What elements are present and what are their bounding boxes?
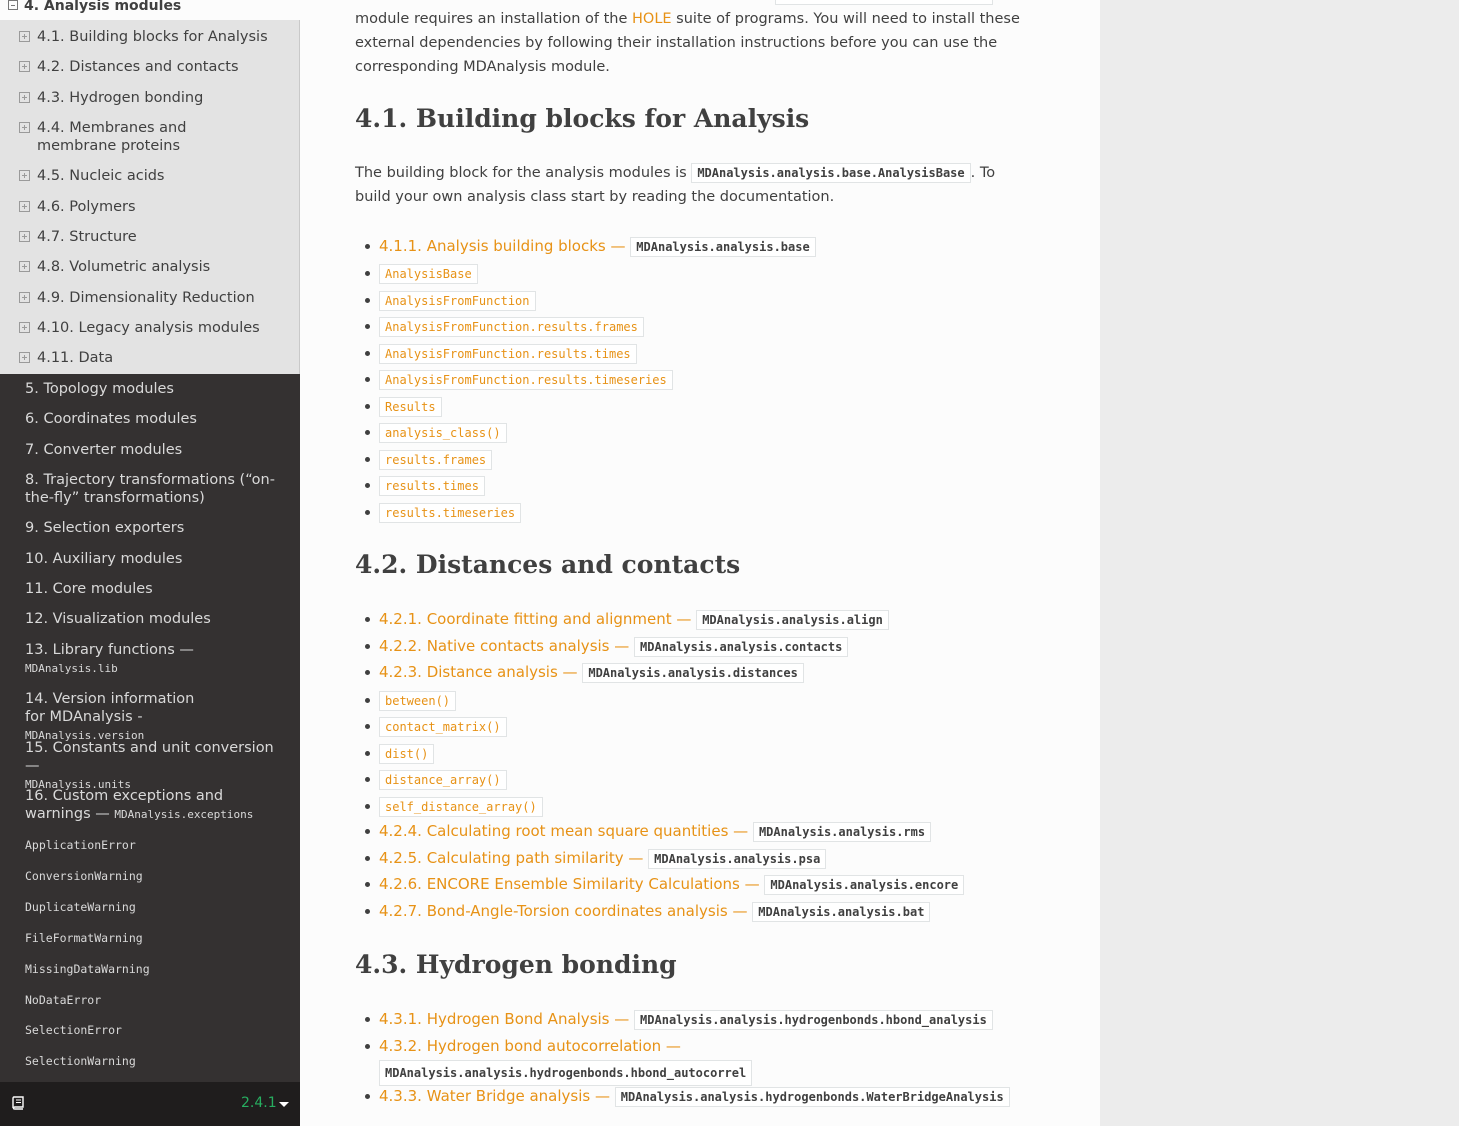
list-item[interactable]: 4.2.4. Calculating root mean square quantities — MDAnalysis.analysis.rms <box>379 821 931 842</box>
doc-link[interactable]: 4.2.4. Calculating root mean square quantities — <box>379 822 749 840</box>
sidebar-exception-item[interactable]: NoDataError <box>25 993 102 1007</box>
section-paragraph: The building block for the analysis modules is MDAnalysis.analysis.base.AnalysisBase . To build your own analysis class start by reading the documentation. <box>355 165 996 205</box>
collapse-icon[interactable] <box>8 0 18 10</box>
expand-icon[interactable] <box>19 170 30 181</box>
list-item[interactable]: contact_matrix() <box>379 716 507 737</box>
doc-link[interactable]: 4.2.3. Distance analysis — <box>379 663 578 681</box>
version-selector[interactable] <box>0 1082 300 1126</box>
list-item[interactable]: 4.2.2. Native contacts analysis — MDAnalysis.analysis.contacts <box>379 636 848 657</box>
sidebar-exception-item[interactable]: ApplicationError <box>25 838 136 852</box>
sidebar-item-topology[interactable]: 5. Topology modules <box>25 381 174 397</box>
list-item[interactable]: AnalysisFromFunction.results.times <box>379 343 637 364</box>
list-item[interactable]: results.frames <box>379 449 492 470</box>
expand-icon[interactable] <box>19 92 30 103</box>
sidebar-exception-item[interactable]: ConversionWarning <box>25 869 143 883</box>
section-title: 4.3. Hydrogen bonding <box>355 950 677 979</box>
expand-icon[interactable] <box>19 61 30 72</box>
sidebar-item-library-functions[interactable]: 13. Library functions — MDAnalysis.lib <box>25 642 194 675</box>
sidebar-item-auxiliary[interactable]: 10. Auxiliary modules <box>25 551 183 567</box>
list-item[interactable]: distance_array() <box>379 769 507 790</box>
sidebar-item-label: 4. Analysis modules <box>24 0 182 14</box>
sidebar-item-visualization[interactable]: 12. Visualization modules <box>25 611 211 627</box>
doc-link[interactable]: 4.2.5. Calculating path similarity — <box>379 849 644 867</box>
sidebar-exception-item[interactable]: SelectionWarning <box>25 1054 136 1068</box>
expand-icon[interactable] <box>19 31 30 42</box>
doc-link[interactable]: 4.2.2. Native contacts analysis — <box>379 637 630 655</box>
sidebar-item-core[interactable]: 11. Core modules <box>25 581 153 597</box>
section-title: 4.1. Building blocks for Analysis <box>355 104 810 133</box>
intro-paragraph: module requires an installation of the HOLE suite of programs. You will need to install these external dependencies by following their installation instructions before you can use the corresponding MDAnalysis module. <box>355 11 1020 75</box>
expand-icon[interactable] <box>19 122 30 133</box>
doc-link[interactable]: 4.2.6. ENCORE Ensemble Similarity Calculations — <box>379 875 760 893</box>
list-item[interactable]: AnalysisFromFunction <box>379 290 536 311</box>
doc-link[interactable]: 4.3.1. Hydrogen Bond Analysis — <box>379 1010 630 1028</box>
sidebar-exception-item[interactable]: SelectionError <box>25 1023 122 1037</box>
list-item[interactable]: between() <box>379 690 456 711</box>
sidebar-item-trajectory-transformations[interactable]: 8. Trajectory transformations (“on-the-fly” transformations) <box>25 472 275 506</box>
expand-icon[interactable] <box>19 352 30 363</box>
sidebar-exception-item[interactable]: FileFormatWarning <box>25 931 143 945</box>
list-item[interactable]: 4.2.1. Coordinate fitting and alignment — MDAnalysis.analysis.align <box>379 609 889 630</box>
main-content <box>300 0 1100 1126</box>
sidebar-item-constants[interactable]: 15. Constants and unit conversion — MDAnalysis.units <box>25 740 274 791</box>
list-item[interactable]: Results <box>379 396 442 417</box>
list-item[interactable]: 4.2.3. Distance analysis — MDAnalysis.analysis.distances <box>379 662 804 683</box>
sidebar-item-coordinates[interactable]: 6. Coordinates modules <box>25 411 197 427</box>
sidebar-item-analysis-modules[interactable] <box>0 0 300 20</box>
list-item[interactable]: 4.3.1. Hydrogen Bond Analysis — MDAnalysis.analysis.hydrogenbonds.hbond_analysis <box>379 1009 993 1030</box>
list-item[interactable]: AnalysisBase <box>379 263 478 284</box>
inline-code: MDAnalysis.analysis.base.AnalysisBase <box>691 163 970 183</box>
list-item[interactable]: analysis_class() <box>379 422 507 443</box>
expand-icon[interactable] <box>19 292 30 303</box>
list-item[interactable]: AnalysisFromFunction.results.timeseries <box>379 369 673 390</box>
list-item[interactable]: 4.2.5. Calculating path similarity — MDAnalysis.analysis.psa <box>379 848 826 869</box>
hole-link[interactable]: HOLE <box>632 11 672 27</box>
book-icon <box>12 1096 24 1110</box>
code-fragment <box>775 0 993 5</box>
list-item[interactable]: 4.2.7. Bond-Angle-Torsion coordinates analysis — MDAnalysis.analysis.bat <box>379 901 930 922</box>
expand-icon[interactable] <box>19 201 30 212</box>
sidebar-exception-item[interactable]: DuplicateWarning <box>25 900 136 914</box>
expand-icon[interactable] <box>19 322 30 333</box>
doc-link[interactable]: 4.3.2. Hydrogen bond autocorrelation — <box>379 1037 681 1055</box>
version-label: 2.4.1 <box>241 1095 277 1111</box>
list-item[interactable]: self_distance_array() <box>379 796 543 817</box>
list-item[interactable]: results.timeseries <box>379 502 521 523</box>
list-item[interactable]: 4.3.2. Hydrogen bond autocorrelation — MDAnalysis.analysis.hydrogenbonds.hbond_autocorrel <box>379 1036 752 1086</box>
expand-icon[interactable] <box>19 261 30 272</box>
sidebar-exception-item[interactable]: MissingDataWarning <box>25 962 150 976</box>
doc-link[interactable]: 4.1.1. Analysis building blocks — <box>379 237 626 255</box>
sidebar-item-version-info[interactable]: 14. Version information for MDAnalysis - MDAnalysis.version <box>25 691 195 742</box>
current-section-menu: 4. Analysis modules 4.1. Building blocks for Analysis 4.2. Distances and contacts 4.3. Hydrogen bonding 4.4. Membranes and membrane proteins 4.5. Nucleic acids 4.6. Polymers 4.7. Structure 4.8. Volumetric analysis 4.9. Dimensionality Reduction 4.10. Legacy analysis modules 4.11. Data <box>0 0 300 374</box>
doc-link[interactable]: 4.2.1. Coordinate fitting and alignment — <box>379 610 692 628</box>
list-item[interactable]: 4.2.6. ENCORE Ensemble Similarity Calculations — MDAnalysis.analysis.encore <box>379 874 964 895</box>
sidebar-nav <box>0 0 300 1126</box>
doc-link[interactable]: 4.2.7. Bond-Angle-Torsion coordinates analysis — <box>379 902 748 920</box>
doc-link[interactable]: 4.3.3. Water Bridge analysis — <box>379 1087 610 1105</box>
list-item[interactable]: 4.1.1. Analysis building blocks — MDAnalysis.analysis.base <box>379 236 816 257</box>
expand-icon[interactable] <box>19 231 30 242</box>
list-item[interactable]: dist() <box>379 743 434 764</box>
list-item[interactable]: results.times <box>379 475 485 496</box>
caret-down-icon <box>279 1102 289 1107</box>
sidebar-item-exceptions[interactable]: 16. Custom exceptions and warnings — MDAnalysis.exceptions <box>25 788 254 822</box>
section-title: 4.2. Distances and contacts <box>355 550 741 579</box>
sidebar-item-selection-exporters[interactable]: 9. Selection exporters <box>25 520 185 536</box>
sidebar-item-converter[interactable]: 7. Converter modules <box>25 442 183 458</box>
list-item[interactable]: 4.3.3. Water Bridge analysis — MDAnalysis.analysis.hydrogenbonds.WaterBridgeAnalysis <box>379 1086 1010 1107</box>
list-item[interactable]: AnalysisFromFunction.results.frames <box>379 316 644 337</box>
